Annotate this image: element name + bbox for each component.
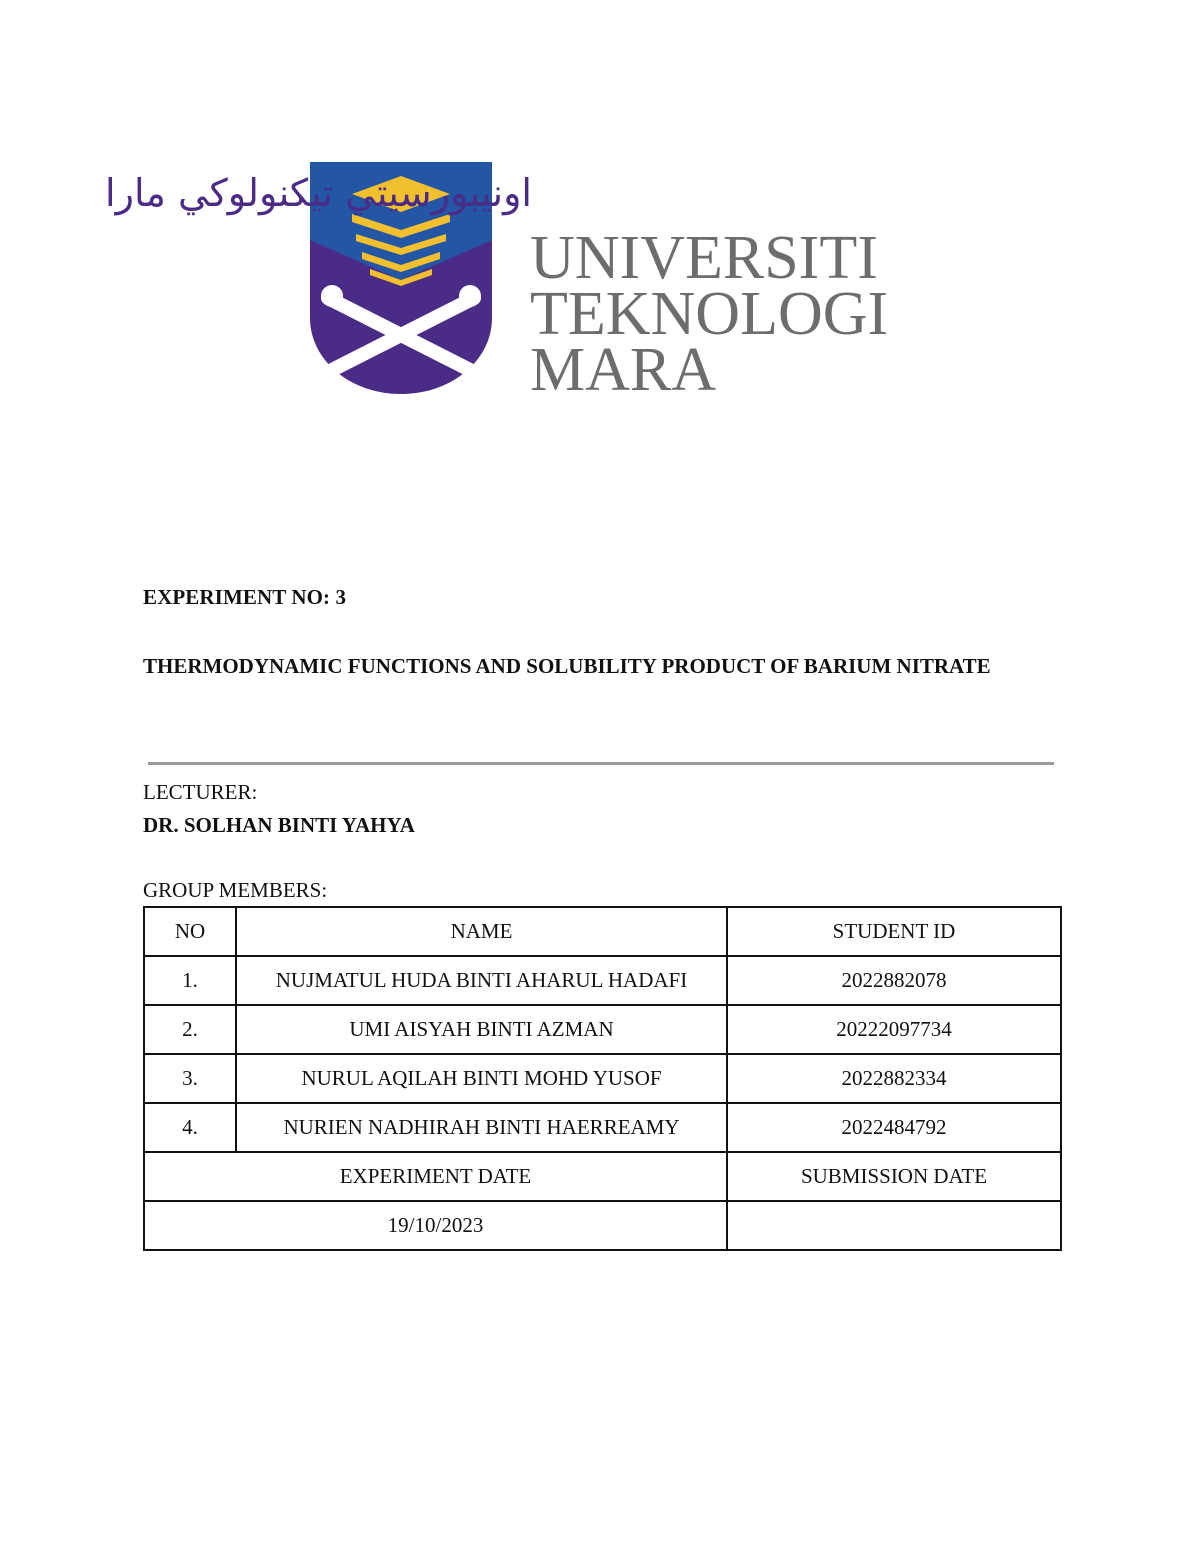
submission-date-label: SUBMISSION DATE	[727, 1152, 1061, 1201]
member-name: NURUL AQILAH BINTI MOHD YUSOF	[236, 1054, 727, 1103]
member-no: 3.	[144, 1054, 236, 1103]
member-student-id: 2022484792	[727, 1103, 1061, 1152]
member-student-id: 20222097734	[727, 1005, 1061, 1054]
member-no: 4.	[144, 1103, 236, 1152]
header-name: NAME	[236, 907, 727, 956]
lecturer-name: DR. SOLHAN BINTI YAHYA	[143, 813, 415, 837]
experiment-date-value: 19/10/2023	[144, 1201, 727, 1250]
member-student-id: 2022882334	[727, 1054, 1061, 1103]
submission-date-value	[727, 1201, 1061, 1250]
member-name: NUJMATUL HUDA BINTI AHARUL HADAFI	[236, 956, 727, 1005]
logo-line-mara: MARA	[530, 336, 717, 404]
header-no: NO	[144, 907, 236, 956]
group-members-table	[143, 906, 1062, 1251]
dates-value-row	[144, 1201, 1061, 1250]
experiment-title: THERMODYNAMIC FUNCTIONS AND SOLUBILITY PRODUCT OF BARIUM NITRATE	[143, 654, 991, 678]
lecturer-label: LECTURER:	[143, 780, 258, 804]
experiment-number: EXPERIMENT NO: 3	[143, 585, 347, 609]
table-row	[144, 1005, 1061, 1054]
member-name: UMI AISYAH BINTI AZMAN	[236, 1005, 727, 1054]
table-header-row	[144, 907, 1061, 956]
table-row	[144, 1103, 1061, 1152]
member-name: NURIEN NADHIRAH BINTI HAERREAMY	[236, 1103, 727, 1152]
experiment-date-label: EXPERIMENT DATE	[144, 1152, 727, 1201]
logo-jawi-text: اونيبورسيتي تيكنولوکي مارا	[105, 171, 532, 215]
table-row	[144, 1054, 1061, 1103]
header-student-id: STUDENT ID	[727, 907, 1061, 956]
table-row	[144, 956, 1061, 1005]
member-student-id: 2022882078	[727, 956, 1061, 1005]
logo-line-universiti: UNIVERSITI	[530, 224, 878, 292]
horizontal-divider	[148, 762, 1054, 765]
member-no: 2.	[144, 1005, 236, 1054]
logo-line-teknologi: TEKNOLOGI	[530, 280, 889, 348]
group-members-label: GROUP MEMBERS:	[143, 878, 328, 902]
dates-header-row	[144, 1152, 1061, 1201]
university-logo	[105, 148, 908, 410]
member-no: 1.	[144, 956, 236, 1005]
